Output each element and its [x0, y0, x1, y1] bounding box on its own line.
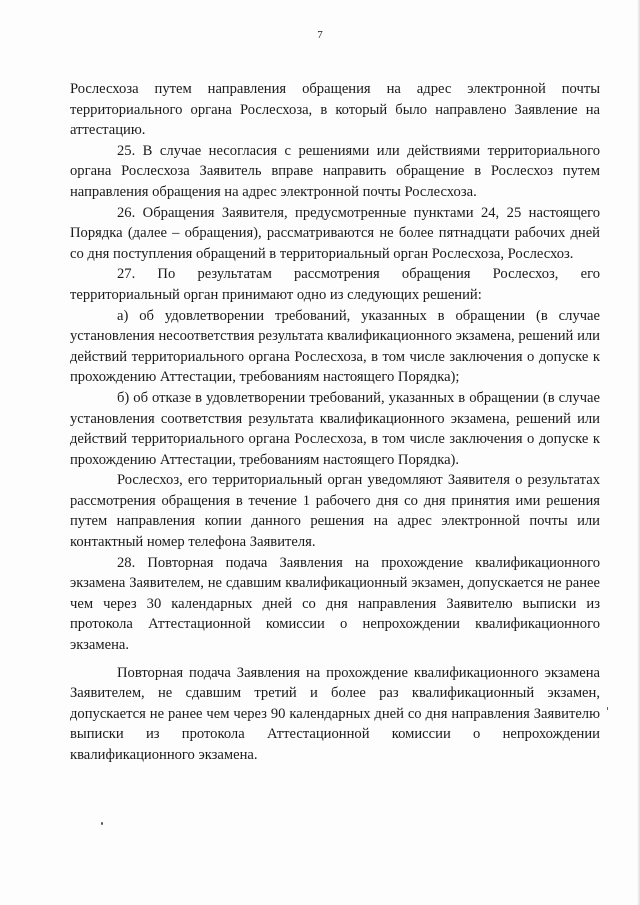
- paragraph-notification: Рослесхоз, его территориальный орган уведомляют Заявителя о результатах рассмотрения обращения в течение 1 рабочего дня со дня принятия ими решения путем направления копии данного решения на адрес электронной почты или контактный номер телефона Заявителя.: [70, 472, 600, 551]
- document-body: [70, 79, 600, 766]
- scan-speck: [101, 822, 103, 825]
- paragraph-repeat-application: Повторная подача Заявления на прохождение квалификационного экзамена Заявителем, не сдавшим третий и более раз квалификационный экзамен, допускается не ранее чем через 90 календарных дней со дня направления Заявителю выписки из протокола Аттестационной комиссии о непрохождении квалификационного экзамена.: [70, 664, 600, 763]
- paragraph-subitem-b: б) об отказе в удовлетворении требований, указанных в обращении (в случае установления соответствия результата квалификационного экзамена, решений или действий территориального органа Рослесхоза, в том числе заключения о допуске к прохождению Аттестации, требованиям настоящего Порядка).: [70, 389, 600, 468]
- paragraph-continuation: Рослесхоза путем направления обращения на адрес электронной почты территориального органа Рослесхоза, в который было направлено Заявление на аттестацию.: [70, 81, 600, 139]
- page-number: 7: [317, 29, 323, 41]
- paragraph-item-28: 28. Повторная подача Заявления на прохождение квалификационного экзамена Заявителем, не сдавшим квалификационный экзамен, допускается не ранее чем через 30 календарных дней со дня направления Заявителю выписки из протокола Аттестационной комиссии о непрохождении квалификационного экзамена.: [70, 554, 600, 654]
- paragraph-item-27: 27. По результатам рассмотрения обращения Рослесхоз, его территориальный орган принимают одно из следующих решений:: [70, 266, 600, 303]
- scan-speck: [607, 707, 608, 710]
- paragraph-item-26: 26. Обращения Заявителя, предусмотренные пунктами 24, 25 настоящего Порядка (далее – обращения), рассматриваются не более пятнадцати рабочих дней со дня поступления обращений в территориальный орган Рослесхоза, Рослесхоз.: [70, 204, 600, 262]
- paragraph-subitem-a: а) об удовлетворении требований, указанных в обращении (в случае установления несоответствия результата квалификационного экзамена, решений или действий территориального органа Рослесхоза, в том числе заключения о допуске к прохождению Аттестации, требованиям настоящего Порядка);: [70, 307, 600, 386]
- paragraph-item-25: 25. В случае несогласия с решениями или действиями территориального органа Рослесхоза Заявитель вправе направить обращение в Рослесхоз путем направления обращения на адрес электронной почты Рослесхоза.: [70, 142, 600, 200]
